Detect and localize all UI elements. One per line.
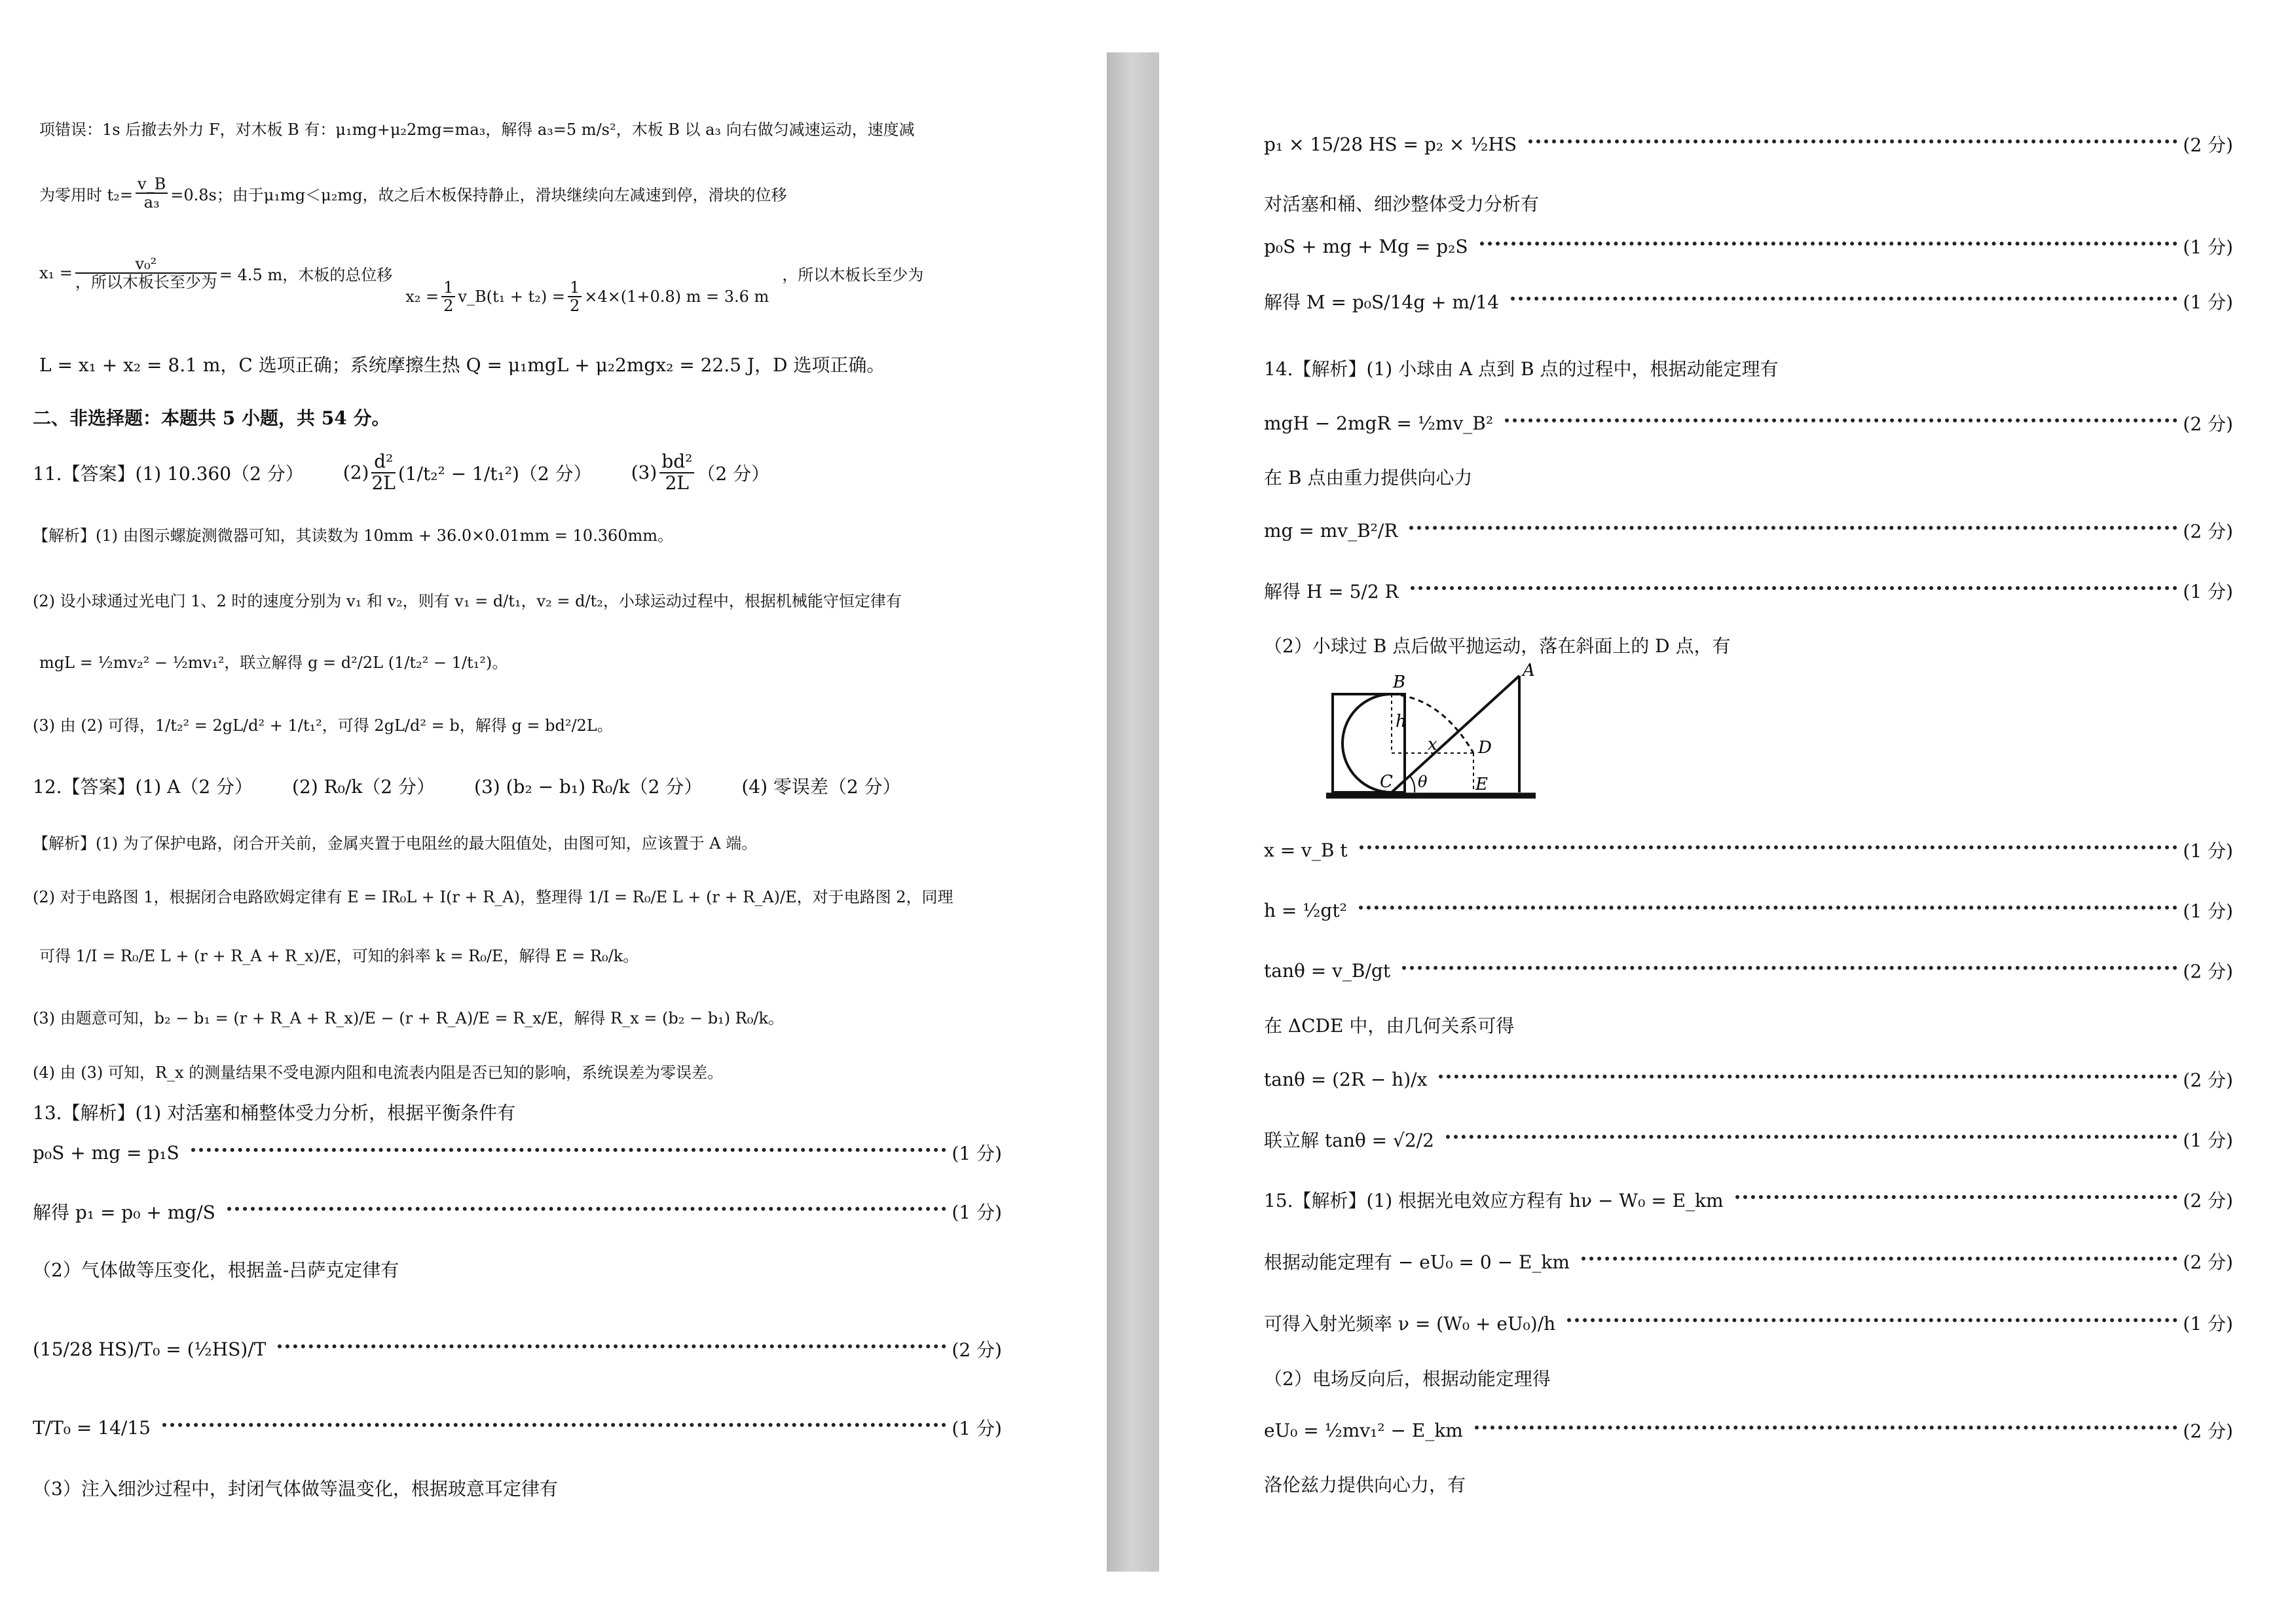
- text-line: 在 B 点由重力提供向心力: [1264, 467, 1473, 489]
- equation-line: eU₀ = ½mv₁² − E_km (2 分): [1264, 1419, 2233, 1442]
- text-line: （2）电场反向后，根据动能定理得: [1264, 1368, 1551, 1390]
- incline-line: [1392, 676, 1519, 792]
- equation-line: T/T₀ = 14/15 (1 分): [33, 1416, 1002, 1439]
- text-line: mgL = ½mv₂² − ½mv₁²，联立解得 g = d²/2L (1/t₂² − 1/t₁²)。: [39, 654, 508, 672]
- equation-line: h = ½gt² (1 分): [1264, 899, 2233, 922]
- equation-line: 解得 M = p₀S/14g + m/14 (1 分): [1264, 291, 2233, 313]
- text-line: 13.【解析】(1) 对活塞和桶整体受力分析，根据平衡条件有: [33, 1102, 516, 1124]
- equation-line: 解得 H = 5/2 R (1 分): [1264, 581, 2233, 602]
- label-C: C: [1380, 772, 1393, 792]
- equation-line: x = v_B t (1 分): [1264, 839, 2233, 862]
- text-line: 洛伦兹力提供向心力，有: [1264, 1474, 1466, 1496]
- equation-line: p₀S + mg + Mg = p₂S (1 分): [1264, 235, 2233, 258]
- page-gutter: [1107, 52, 1159, 1572]
- equation-line: mg = mv_B²/R (2 分): [1264, 519, 2233, 542]
- text-line: 项错误：1s 后撤去外力 F，对木板 B 有：μ₁mg+μ₂2mg=ma₃，解得 a₃=5 m/s²，木板 B 以 a₃ 向右做匀减速运动，速度减: [39, 120, 915, 139]
- projectile-incline-diagram: [1320, 661, 1542, 802]
- section-heading: 二、非选择题：本题共 5 小题，共 54 分。: [33, 407, 390, 429]
- text-line: 在 ΔCDE 中，由几何关系可得: [1264, 1015, 1515, 1037]
- text-line: 【解析】(1) 为了保护电路，闭合开关前，金属夹置于电阻丝的最大阻值处，由图可知，应该置于 A 端。: [33, 834, 758, 853]
- answer-line-12: 12.【答案】(1) A（2 分） (2) R₀/k（2 分） (3) (b₂ − b₁) R₀/k（2 分） (4) 零误差（2 分）: [33, 776, 901, 798]
- equation-line: mgH − 2mgR = ½mv_B² (2 分): [1264, 412, 2233, 435]
- equation-line: tanθ = (2R − h)/x (2 分): [1264, 1068, 2233, 1091]
- label-E: E: [1475, 775, 1488, 794]
- equation-line: p₁ × 15/28 HS = p₂ × ½HS (2 分): [1264, 133, 2233, 156]
- label-x: x: [1428, 735, 1437, 754]
- text-line: (4) 由 (3) 可知，R_x 的测量结果不受电源内阻和电流表内阻是否已知的影响，系统误差为零误差。: [33, 1063, 724, 1082]
- label-D: D: [1478, 738, 1492, 758]
- label-theta: θ: [1418, 773, 1428, 791]
- equation-line: tanθ = v_B/gt (2 分): [1264, 959, 2233, 982]
- text-line: 为零用时 t₂= $\frac{v\_B}{\text{a₃}}$ =0.8s；由于μ₁mg＜μ₂mg，故之后木板保持静止，滑块继续向左减速到停，滑块的位移: [39, 175, 787, 212]
- text-line: x₁ = v₀² ，所以木板长至少为 = 4.5 m，木板的总位移 x₂ = $\frac{1}{2}$ v_B(t₁ + t₂) = $\frac{1}{2}$ ×4×(1+0.8) m = 3.6 m ，所以木板长至少为: [39, 255, 924, 316]
- label-B: B: [1393, 673, 1406, 692]
- label-h: h: [1396, 712, 1407, 731]
- equation-line: 根据动能定理有 − eU₀ = 0 − E_km (2 分): [1264, 1251, 2233, 1273]
- equation-line: 联立解 tanθ = √2/2 (1 分): [1264, 1130, 2233, 1151]
- text-line: （2）气体做等压变化，根据盖-吕萨克定律有: [33, 1259, 399, 1281]
- text-line: L = x₁ + x₂ = 8.1 m，C 选项正确；系统摩擦生热 Q = μ₁mgL + μ₂2mgx₂ = 22.5 J，D 选项正确。: [39, 354, 885, 376]
- equation-line: 解得 p₁ = p₀ + mg/S (1 分): [33, 1202, 1002, 1223]
- text-line: 14.【解析】(1) 小球由 A 点到 B 点的过程中，根据动能定理有: [1264, 358, 1779, 380]
- text-line: (2) 对于电路图 1，根据闭合电路欧姆定律有 E = IR₀L + I(r + R_A)，整理得 1/I = R₀/E L + (r + R_A)/E，对于电路图 2，同理: [33, 888, 954, 906]
- answer-line-11: 11.【答案】(1) 10.360（2 分） (2) d² 2L (1/t₂² − 1/t₁²)（2 分） (3) bd² 2L （2 分）: [33, 451, 770, 494]
- text-line: （3）注入细沙过程中，封闭气体做等温变化，根据玻意耳定律有: [33, 1478, 558, 1500]
- text-line: 对活塞和桶、细沙整体受力分析有: [1264, 193, 1540, 215]
- equation-line: 15.【解析】(1) 根据光电效应方程有 hν − W₀ = E_km (2 分): [1264, 1190, 2233, 1211]
- text-line: 【解析】(1) 由图示螺旋测微器可知，其读数为 10mm + 36.0×0.01mm = 10.360mm。: [33, 526, 674, 545]
- label-A: A: [1523, 661, 1535, 680]
- text-line: (3) 由 (2) 可得，1/t₂² = 2gL/d² + 1/t₁²，可得 2gL/d² = b，解得 g = bd²/2L。: [33, 716, 613, 735]
- equation-line: (15/28 HS)/T₀ = (½HS)/T (2 分): [33, 1338, 1002, 1361]
- text-line: (3) 由题意可知，b₂ − b₁ = (r + R_A + R_x)/E − (r + R_A)/E = R_x/E，解得 R_x = (b₂ − b₁) R₀/k。: [33, 1009, 785, 1027]
- text-line: （2）小球过 B 点后做平抛运动，落在斜面上的 D 点，有: [1264, 635, 1731, 657]
- text-line: 可得 1/I = R₀/E L + (r + R_A + R_x)/E，可知的斜率 k = R₀/E，解得 E = R₀/k。: [39, 947, 639, 965]
- theta-arc: [1410, 776, 1415, 792]
- text-line: (2) 设小球通过光电门 1、2 时的速度分别为 v₁ 和 v₂，则有 v₁ = d/t₁，v₂ = d/t₂，小球运动过程中，根据机械能守恒定律有: [33, 592, 902, 610]
- equation-line: 可得入射光频率 ν = (W₀ + eU₀)/h (1 分): [1264, 1313, 2233, 1335]
- equation-line: p₀S + mg = p₁S (1 分): [33, 1141, 1002, 1164]
